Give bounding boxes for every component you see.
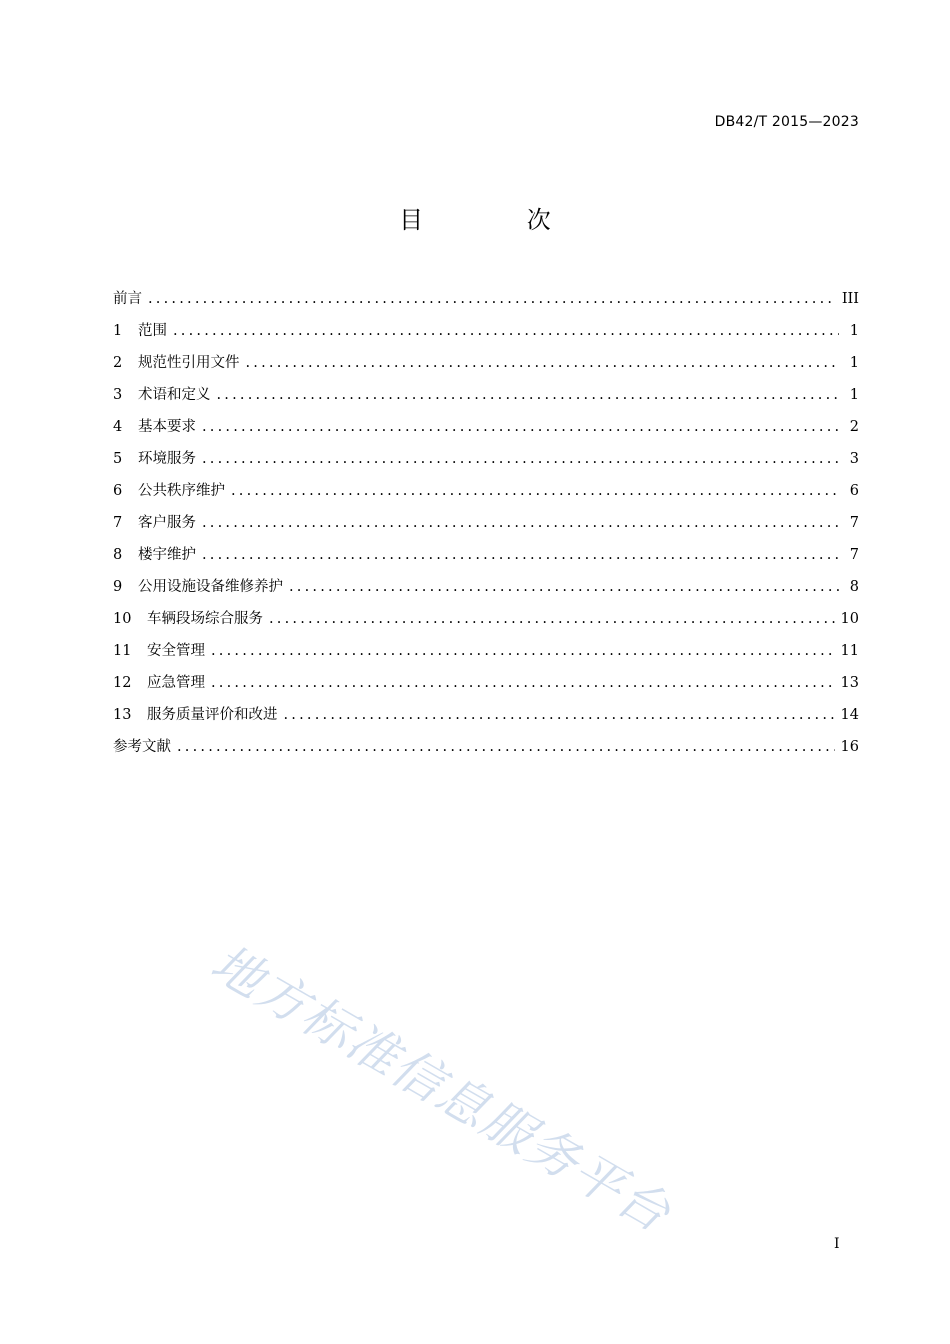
toc-entry-label: 范围 — [138, 323, 167, 339]
toc-entry-page: 16 — [840, 739, 859, 755]
toc-entry-label: 楼宇维护 — [138, 547, 196, 563]
toc-entry-7[interactable] — [113, 510, 859, 542]
toc-entry-number: 12 — [113, 675, 132, 691]
toc-entry-page: 1 — [849, 387, 859, 403]
toc-entry-label: 车辆段场综合服务 — [147, 611, 263, 627]
toc-entry-label: 前言 — [113, 291, 142, 307]
toc-entry-label: 基本要求 — [138, 419, 196, 435]
toc-entry-label: 服务质量评价和改进 — [147, 707, 278, 723]
toc-entry-number: 1 — [113, 323, 123, 339]
toc-entry-label: 规范性引用文件 — [138, 355, 240, 371]
toc-entry-2[interactable] — [113, 350, 859, 382]
toc-dot-leader — [211, 638, 835, 664]
toc-entry-number: 2 — [113, 355, 123, 371]
toc-entry-page: III — [841, 291, 859, 307]
toc-entry-number: 10 — [113, 611, 132, 627]
toc-entry-page: 7 — [849, 515, 859, 531]
toc-entry-number: 9 — [113, 579, 123, 595]
toc-entry-page: 6 — [849, 483, 859, 499]
toc-entry-page: 14 — [840, 707, 859, 723]
toc-entry-5[interactable] — [113, 446, 859, 478]
toc-entry-number: 8 — [113, 547, 123, 563]
toc-dot-leader — [246, 350, 840, 376]
toc-entry-8[interactable] — [113, 542, 859, 574]
table-of-contents — [113, 286, 859, 766]
toc-entry-page: 8 — [849, 579, 859, 595]
toc-entry-label: 环境服务 — [138, 451, 196, 467]
toc-entry-number: 11 — [113, 643, 132, 659]
toc-entry-foreword[interactable] — [113, 286, 859, 318]
toc-dot-leader — [173, 318, 839, 344]
toc-entry-6[interactable] — [113, 478, 859, 510]
toc-entry-number: 7 — [113, 515, 123, 531]
document-code: DB42/T 2015—2023 — [714, 114, 859, 130]
toc-entry-page: 10 — [840, 611, 859, 627]
toc-dot-leader — [289, 574, 839, 600]
toc-dot-leader — [231, 478, 839, 504]
page-title: 目 次 — [399, 206, 599, 234]
toc-entry-references[interactable] — [113, 734, 859, 766]
toc-entry-10[interactable] — [113, 606, 859, 638]
toc-entry-label: 公共秩序维护 — [138, 483, 225, 499]
toc-entry-9[interactable] — [113, 574, 859, 606]
toc-entry-page: 3 — [849, 451, 859, 467]
toc-entry-12[interactable] — [113, 670, 859, 702]
toc-entry-11[interactable] — [113, 638, 859, 670]
toc-entry-number: 5 — [113, 451, 123, 467]
toc-entry-label: 公用设施设备维修养护 — [138, 579, 283, 595]
toc-dot-leader — [284, 702, 835, 728]
toc-dot-leader — [217, 382, 840, 408]
toc-entry-label: 客户服务 — [138, 515, 196, 531]
toc-entry-number: 6 — [113, 483, 123, 499]
toc-dot-leader — [202, 414, 839, 440]
page-number: I — [834, 1236, 840, 1252]
toc-dot-leader — [202, 542, 839, 568]
toc-entry-page: 7 — [849, 547, 859, 563]
toc-entry-page: 2 — [849, 419, 859, 435]
toc-entry-label: 术语和定义 — [138, 387, 211, 403]
toc-entry-number: 3 — [113, 387, 123, 403]
toc-entry-page: 11 — [840, 643, 859, 659]
toc-entry-label: 安全管理 — [147, 643, 205, 659]
toc-entry-page: 13 — [840, 675, 859, 691]
toc-entry-number: 4 — [113, 419, 123, 435]
toc-entry-page: 1 — [849, 323, 859, 339]
toc-dot-leader — [148, 286, 836, 312]
toc-entry-1[interactable] — [113, 318, 859, 350]
toc-dot-leader — [269, 606, 835, 632]
toc-dot-leader — [177, 734, 835, 760]
toc-dot-leader — [202, 510, 839, 536]
toc-entry-label: 参考文献 — [113, 739, 171, 755]
toc-dot-leader — [202, 446, 839, 472]
toc-entry-4[interactable] — [113, 414, 859, 446]
toc-entry-page: 1 — [849, 355, 859, 371]
toc-entry-3[interactable] — [113, 382, 859, 414]
toc-dot-leader — [211, 670, 835, 696]
toc-entry-label: 应急管理 — [147, 675, 205, 691]
toc-entry-number: 13 — [113, 707, 132, 723]
watermark: 地方标准信息服务平台 — [201, 933, 681, 1244]
toc-entry-13[interactable] — [113, 702, 859, 734]
